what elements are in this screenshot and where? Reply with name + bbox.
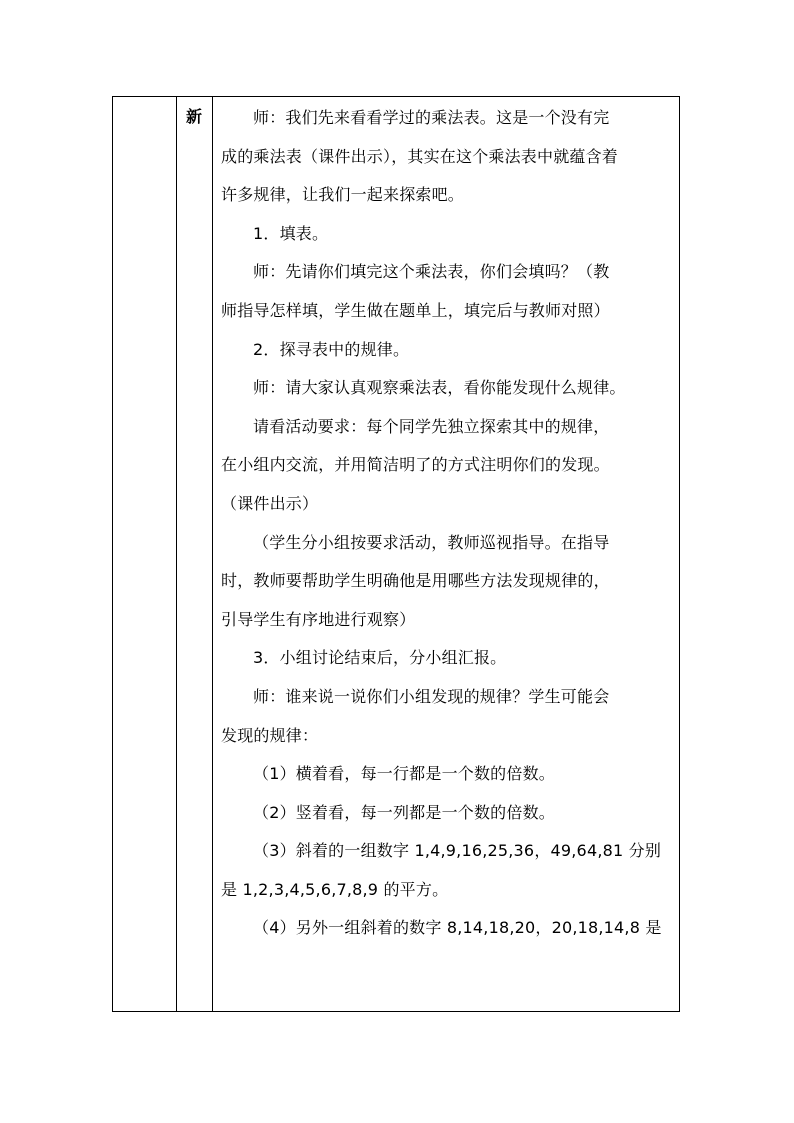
- text-line: （4）另外一组斜着的数字 8,14,18,20，20,18,14,8 是: [253, 918, 662, 938]
- text-line: （学生分小组按要求活动，教师巡视指导。在指导: [253, 532, 610, 552]
- lesson-table: [112, 96, 680, 1012]
- text-line: 在小组内交流，并用简洁明了的方式注明你们的发现。: [221, 455, 610, 475]
- text-line: （3）斜着的一组数字 1,4,9,16,25,36，49,64,81 分别: [253, 841, 662, 861]
- text-line: 3．小组讨论结束后，分小组汇报。: [253, 648, 507, 668]
- text-line: 师：请大家认真观察乘法表，看你能发现什么规律。: [253, 378, 626, 398]
- text-line: （2）竖着看，每一列都是一个数的倍数。: [253, 802, 555, 822]
- text-line: 发现的规律：: [221, 725, 319, 745]
- text-line: 师指导怎样填，学生做在题单上，填完后与教师对照）: [221, 300, 610, 320]
- text-line: 师：先请你们填完这个乘法表，你们会填吗？（教: [253, 262, 610, 282]
- text-line: （1）横着看，每一行都是一个数的倍数。: [253, 764, 555, 784]
- text-line: 是 1,2,3,4,5,6,7,8,9 的平方。: [221, 879, 449, 899]
- text-line: 成的乘法表（课件出示），其实在这个乘法表中就蕴含着: [221, 146, 619, 166]
- section-label: 新: [186, 107, 203, 126]
- text-line: 请看活动要求：每个同学先独立探索其中的规律，: [253, 416, 610, 436]
- lesson-content: [221, 99, 677, 948]
- column-divider-1: [176, 97, 177, 1011]
- text-line: 2．探寻表中的规律。: [253, 339, 410, 359]
- text-line: 许多规律，让我们一起来探索吧。: [221, 185, 465, 205]
- column-divider-2: [212, 97, 213, 1011]
- text-line: 师：我们先来看看学过的乘法表。这是一个没有完: [253, 108, 610, 127]
- text-line: 1．填表。: [253, 223, 329, 243]
- text-line: （课件出示）: [221, 493, 319, 513]
- text-line: 时，教师要帮助学生明确他是用哪些方法发现规律的，: [221, 571, 610, 591]
- text-line: 师：谁来说一说你们小组发现的规律？学生可能会: [253, 686, 610, 706]
- text-line: 引导学生有序地进行观察）: [221, 609, 416, 629]
